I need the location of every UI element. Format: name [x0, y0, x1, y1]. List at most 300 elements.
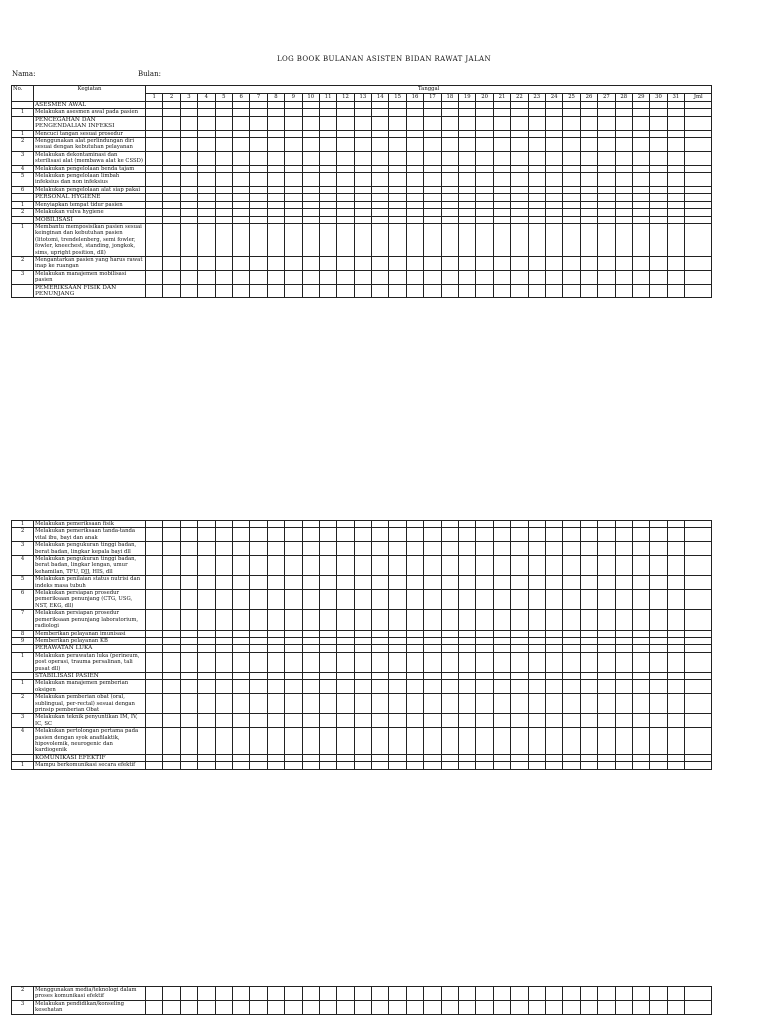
day-cell[interactable] — [493, 528, 510, 542]
day-cell[interactable] — [406, 556, 423, 576]
day-cell[interactable] — [528, 630, 545, 637]
day-cell[interactable] — [302, 521, 319, 528]
day-cell[interactable] — [493, 610, 510, 630]
day-cell[interactable] — [180, 116, 197, 130]
day-cell[interactable] — [267, 102, 284, 109]
day-cell[interactable] — [632, 590, 649, 610]
day-cell[interactable] — [337, 1000, 354, 1014]
day-cell[interactable] — [232, 652, 249, 672]
day-cell[interactable] — [528, 186, 545, 193]
day-cell[interactable] — [493, 987, 510, 1001]
day-cell[interactable] — [667, 610, 684, 630]
day-cell[interactable] — [493, 270, 510, 284]
total-cell[interactable] — [685, 590, 712, 610]
day-cell[interactable] — [319, 173, 336, 187]
day-cell[interactable] — [528, 116, 545, 130]
day-cell[interactable] — [632, 201, 649, 208]
day-cell[interactable] — [598, 637, 615, 644]
day-cell[interactable] — [215, 728, 232, 755]
day-cell[interactable] — [441, 645, 458, 652]
day-cell[interactable] — [215, 194, 232, 201]
day-cell[interactable] — [424, 630, 441, 637]
day-cell[interactable] — [372, 151, 389, 165]
day-cell[interactable] — [406, 714, 423, 728]
day-cell[interactable] — [406, 610, 423, 630]
day-cell[interactable] — [146, 223, 163, 256]
day-cell[interactable] — [267, 209, 284, 216]
day-cell[interactable] — [441, 109, 458, 116]
day-cell[interactable] — [406, 116, 423, 130]
day-cell[interactable] — [337, 672, 354, 679]
day-cell[interactable] — [632, 762, 649, 769]
day-cell[interactable] — [146, 109, 163, 116]
day-cell[interactable] — [319, 130, 336, 137]
day-cell[interactable] — [267, 1000, 284, 1014]
day-cell[interactable] — [406, 652, 423, 672]
day-cell[interactable] — [372, 223, 389, 256]
day-cell[interactable] — [319, 645, 336, 652]
day-cell[interactable] — [232, 194, 249, 201]
day-cell[interactable] — [545, 645, 562, 652]
day-cell[interactable] — [598, 630, 615, 637]
day-cell[interactable] — [476, 542, 493, 556]
day-cell[interactable] — [215, 680, 232, 694]
day-cell[interactable] — [302, 284, 319, 298]
day-cell[interactable] — [250, 645, 267, 652]
day-cell[interactable] — [354, 528, 371, 542]
day-cell[interactable] — [580, 556, 597, 576]
day-cell[interactable] — [615, 542, 632, 556]
day-cell[interactable] — [354, 256, 371, 270]
day-cell[interactable] — [389, 610, 406, 630]
day-cell[interactable] — [632, 116, 649, 130]
day-cell[interactable] — [267, 652, 284, 672]
day-cell[interactable] — [545, 680, 562, 694]
day-cell[interactable] — [441, 116, 458, 130]
day-cell[interactable] — [198, 556, 215, 576]
day-cell[interactable] — [563, 652, 580, 672]
day-cell[interactable] — [232, 270, 249, 284]
day-cell[interactable] — [146, 652, 163, 672]
day-cell[interactable] — [650, 528, 667, 542]
day-cell[interactable] — [511, 610, 528, 630]
day-cell[interactable] — [337, 637, 354, 644]
day-cell[interactable] — [580, 728, 597, 755]
day-cell[interactable] — [372, 610, 389, 630]
day-cell[interactable] — [563, 102, 580, 109]
day-cell[interactable] — [598, 165, 615, 172]
day-cell[interactable] — [441, 284, 458, 298]
total-cell[interactable] — [685, 201, 712, 208]
day-cell[interactable] — [319, 186, 336, 193]
day-cell[interactable] — [441, 576, 458, 590]
day-cell[interactable] — [337, 130, 354, 137]
day-cell[interactable] — [424, 637, 441, 644]
day-cell[interactable] — [319, 556, 336, 576]
day-cell[interactable] — [598, 672, 615, 679]
day-cell[interactable] — [389, 130, 406, 137]
day-cell[interactable] — [337, 652, 354, 672]
day-cell[interactable] — [163, 521, 180, 528]
day-cell[interactable] — [528, 223, 545, 256]
day-cell[interactable] — [615, 201, 632, 208]
day-cell[interactable] — [250, 270, 267, 284]
total-cell[interactable] — [685, 138, 712, 152]
day-cell[interactable] — [389, 201, 406, 208]
day-cell[interactable] — [615, 556, 632, 576]
day-cell[interactable] — [406, 130, 423, 137]
day-cell[interactable] — [528, 637, 545, 644]
day-cell[interactable] — [650, 216, 667, 223]
day-cell[interactable] — [232, 138, 249, 152]
day-cell[interactable] — [267, 284, 284, 298]
day-cell[interactable] — [545, 590, 562, 610]
day-cell[interactable] — [441, 102, 458, 109]
day-cell[interactable] — [476, 728, 493, 755]
day-cell[interactable] — [528, 216, 545, 223]
day-cell[interactable] — [215, 610, 232, 630]
day-cell[interactable] — [180, 590, 197, 610]
day-cell[interactable] — [163, 556, 180, 576]
day-cell[interactable] — [650, 116, 667, 130]
day-cell[interactable] — [632, 216, 649, 223]
day-cell[interactable] — [424, 714, 441, 728]
day-cell[interactable] — [632, 173, 649, 187]
day-cell[interactable] — [459, 590, 476, 610]
day-cell[interactable] — [563, 223, 580, 256]
day-cell[interactable] — [163, 138, 180, 152]
day-cell[interactable] — [563, 270, 580, 284]
day-cell[interactable] — [163, 201, 180, 208]
day-cell[interactable] — [180, 201, 197, 208]
day-cell[interactable] — [650, 714, 667, 728]
day-cell[interactable] — [563, 116, 580, 130]
day-cell[interactable] — [372, 521, 389, 528]
day-cell[interactable] — [285, 130, 302, 137]
day-cell[interactable] — [528, 201, 545, 208]
day-cell[interactable] — [198, 542, 215, 556]
day-cell[interactable] — [146, 754, 163, 761]
day-cell[interactable] — [615, 209, 632, 216]
day-cell[interactable] — [146, 284, 163, 298]
day-cell[interactable] — [215, 186, 232, 193]
day-cell[interactable] — [493, 637, 510, 644]
day-cell[interactable] — [615, 102, 632, 109]
day-cell[interactable] — [354, 1000, 371, 1014]
day-cell[interactable] — [372, 109, 389, 116]
day-cell[interactable] — [146, 201, 163, 208]
day-cell[interactable] — [493, 130, 510, 137]
day-cell[interactable] — [215, 694, 232, 714]
day-cell[interactable] — [476, 116, 493, 130]
day-cell[interactable] — [285, 987, 302, 1001]
day-cell[interactable] — [250, 528, 267, 542]
day-cell[interactable] — [493, 652, 510, 672]
day-cell[interactable] — [389, 590, 406, 610]
day-cell[interactable] — [580, 762, 597, 769]
day-cell[interactable] — [545, 138, 562, 152]
day-cell[interactable] — [563, 762, 580, 769]
day-cell[interactable] — [667, 728, 684, 755]
day-cell[interactable] — [285, 138, 302, 152]
day-cell[interactable] — [598, 521, 615, 528]
day-cell[interactable] — [302, 138, 319, 152]
day-cell[interactable] — [406, 1000, 423, 1014]
day-cell[interactable] — [285, 165, 302, 172]
day-cell[interactable] — [476, 270, 493, 284]
day-cell[interactable] — [598, 680, 615, 694]
total-cell[interactable] — [685, 987, 712, 1001]
day-cell[interactable] — [389, 556, 406, 576]
day-cell[interactable] — [146, 590, 163, 610]
day-cell[interactable] — [319, 521, 336, 528]
day-cell[interactable] — [267, 987, 284, 1001]
day-cell[interactable] — [424, 762, 441, 769]
day-cell[interactable] — [198, 637, 215, 644]
day-cell[interactable] — [493, 138, 510, 152]
day-cell[interactable] — [215, 209, 232, 216]
day-cell[interactable] — [302, 216, 319, 223]
day-cell[interactable] — [632, 223, 649, 256]
total-cell[interactable] — [685, 151, 712, 165]
day-cell[interactable] — [389, 109, 406, 116]
day-cell[interactable] — [459, 610, 476, 630]
day-cell[interactable] — [580, 528, 597, 542]
day-cell[interactable] — [406, 521, 423, 528]
day-cell[interactable] — [580, 590, 597, 610]
day-cell[interactable] — [650, 987, 667, 1001]
day-cell[interactable] — [250, 556, 267, 576]
day-cell[interactable] — [337, 165, 354, 172]
day-cell[interactable] — [667, 637, 684, 644]
day-cell[interactable] — [598, 270, 615, 284]
day-cell[interactable] — [598, 542, 615, 556]
total-cell[interactable] — [685, 637, 712, 644]
day-cell[interactable] — [267, 521, 284, 528]
day-cell[interactable] — [459, 528, 476, 542]
day-cell[interactable] — [406, 109, 423, 116]
day-cell[interactable] — [198, 165, 215, 172]
day-cell[interactable] — [598, 714, 615, 728]
day-cell[interactable] — [372, 987, 389, 1001]
day-cell[interactable] — [372, 694, 389, 714]
day-cell[interactable] — [476, 130, 493, 137]
day-cell[interactable] — [441, 528, 458, 542]
day-cell[interactable] — [180, 680, 197, 694]
day-cell[interactable] — [528, 151, 545, 165]
total-cell[interactable] — [685, 186, 712, 193]
day-cell[interactable] — [389, 102, 406, 109]
day-cell[interactable] — [459, 102, 476, 109]
day-cell[interactable] — [337, 270, 354, 284]
day-cell[interactable] — [267, 542, 284, 556]
day-cell[interactable] — [285, 672, 302, 679]
day-cell[interactable] — [232, 165, 249, 172]
day-cell[interactable] — [372, 173, 389, 187]
day-cell[interactable] — [598, 209, 615, 216]
day-cell[interactable] — [215, 645, 232, 652]
day-cell[interactable] — [215, 528, 232, 542]
day-cell[interactable] — [667, 672, 684, 679]
day-cell[interactable] — [580, 754, 597, 761]
day-cell[interactable] — [180, 216, 197, 223]
day-cell[interactable] — [232, 528, 249, 542]
day-cell[interactable] — [354, 714, 371, 728]
day-cell[interactable] — [319, 194, 336, 201]
day-cell[interactable] — [198, 173, 215, 187]
day-cell[interactable] — [372, 209, 389, 216]
day-cell[interactable] — [580, 1000, 597, 1014]
day-cell[interactable] — [545, 194, 562, 201]
day-cell[interactable] — [650, 194, 667, 201]
day-cell[interactable] — [650, 284, 667, 298]
day-cell[interactable] — [424, 590, 441, 610]
day-cell[interactable] — [632, 1000, 649, 1014]
day-cell[interactable] — [406, 209, 423, 216]
day-cell[interactable] — [528, 762, 545, 769]
day-cell[interactable] — [389, 714, 406, 728]
day-cell[interactable] — [354, 151, 371, 165]
day-cell[interactable] — [250, 165, 267, 172]
day-cell[interactable] — [528, 556, 545, 576]
day-cell[interactable] — [180, 109, 197, 116]
day-cell[interactable] — [615, 576, 632, 590]
day-cell[interactable] — [198, 270, 215, 284]
day-cell[interactable] — [545, 556, 562, 576]
day-cell[interactable] — [198, 130, 215, 137]
day-cell[interactable] — [372, 590, 389, 610]
day-cell[interactable] — [232, 728, 249, 755]
day-cell[interactable] — [441, 637, 458, 644]
day-cell[interactable] — [580, 645, 597, 652]
day-cell[interactable] — [615, 194, 632, 201]
day-cell[interactable] — [598, 652, 615, 672]
day-cell[interactable] — [667, 590, 684, 610]
day-cell[interactable] — [632, 542, 649, 556]
day-cell[interactable] — [319, 637, 336, 644]
day-cell[interactable] — [232, 173, 249, 187]
day-cell[interactable] — [493, 694, 510, 714]
day-cell[interactable] — [354, 672, 371, 679]
day-cell[interactable] — [337, 762, 354, 769]
day-cell[interactable] — [250, 284, 267, 298]
day-cell[interactable] — [667, 138, 684, 152]
day-cell[interactable] — [232, 590, 249, 610]
day-cell[interactable] — [459, 201, 476, 208]
day-cell[interactable] — [250, 652, 267, 672]
day-cell[interactable] — [319, 270, 336, 284]
day-cell[interactable] — [493, 102, 510, 109]
day-cell[interactable] — [319, 165, 336, 172]
day-cell[interactable] — [441, 728, 458, 755]
day-cell[interactable] — [493, 165, 510, 172]
day-cell[interactable] — [598, 754, 615, 761]
day-cell[interactable] — [372, 284, 389, 298]
day-cell[interactable] — [250, 102, 267, 109]
day-cell[interactable] — [319, 284, 336, 298]
day-cell[interactable] — [528, 173, 545, 187]
day-cell[interactable] — [180, 528, 197, 542]
day-cell[interactable] — [267, 630, 284, 637]
day-cell[interactable] — [215, 630, 232, 637]
day-cell[interactable] — [650, 173, 667, 187]
day-cell[interactable] — [632, 694, 649, 714]
day-cell[interactable] — [389, 209, 406, 216]
day-cell[interactable] — [389, 672, 406, 679]
day-cell[interactable] — [545, 173, 562, 187]
day-cell[interactable] — [285, 216, 302, 223]
day-cell[interactable] — [511, 576, 528, 590]
day-cell[interactable] — [250, 672, 267, 679]
day-cell[interactable] — [459, 256, 476, 270]
day-cell[interactable] — [615, 637, 632, 644]
day-cell[interactable] — [598, 556, 615, 576]
day-cell[interactable] — [146, 694, 163, 714]
day-cell[interactable] — [215, 762, 232, 769]
day-cell[interactable] — [285, 556, 302, 576]
day-cell[interactable] — [180, 521, 197, 528]
day-cell[interactable] — [667, 652, 684, 672]
day-cell[interactable] — [285, 590, 302, 610]
day-cell[interactable] — [354, 209, 371, 216]
day-cell[interactable] — [511, 186, 528, 193]
day-cell[interactable] — [441, 270, 458, 284]
day-cell[interactable] — [406, 102, 423, 109]
day-cell[interactable] — [389, 762, 406, 769]
total-cell[interactable] — [685, 521, 712, 528]
day-cell[interactable] — [493, 542, 510, 556]
day-cell[interactable] — [424, 201, 441, 208]
day-cell[interactable] — [563, 987, 580, 1001]
day-cell[interactable] — [528, 754, 545, 761]
day-cell[interactable] — [528, 528, 545, 542]
day-cell[interactable] — [267, 256, 284, 270]
day-cell[interactable] — [146, 216, 163, 223]
day-cell[interactable] — [476, 109, 493, 116]
total-cell[interactable] — [685, 652, 712, 672]
day-cell[interactable] — [337, 521, 354, 528]
day-cell[interactable] — [441, 987, 458, 1001]
day-cell[interactable] — [302, 542, 319, 556]
day-cell[interactable] — [511, 672, 528, 679]
day-cell[interactable] — [545, 754, 562, 761]
day-cell[interactable] — [424, 138, 441, 152]
day-cell[interactable] — [476, 186, 493, 193]
day-cell[interactable] — [650, 109, 667, 116]
total-cell[interactable] — [685, 102, 712, 109]
day-cell[interactable] — [545, 672, 562, 679]
day-cell[interactable] — [424, 116, 441, 130]
day-cell[interactable] — [493, 116, 510, 130]
day-cell[interactable] — [267, 194, 284, 201]
day-cell[interactable] — [232, 762, 249, 769]
day-cell[interactable] — [163, 173, 180, 187]
day-cell[interactable] — [337, 223, 354, 256]
day-cell[interactable] — [163, 102, 180, 109]
day-cell[interactable] — [615, 590, 632, 610]
day-cell[interactable] — [528, 610, 545, 630]
day-cell[interactable] — [180, 754, 197, 761]
day-cell[interactable] — [337, 728, 354, 755]
day-cell[interactable] — [667, 109, 684, 116]
day-cell[interactable] — [598, 762, 615, 769]
day-cell[interactable] — [250, 1000, 267, 1014]
day-cell[interactable] — [250, 173, 267, 187]
day-cell[interactable] — [354, 216, 371, 223]
day-cell[interactable] — [493, 630, 510, 637]
day-cell[interactable] — [667, 165, 684, 172]
day-cell[interactable] — [511, 216, 528, 223]
